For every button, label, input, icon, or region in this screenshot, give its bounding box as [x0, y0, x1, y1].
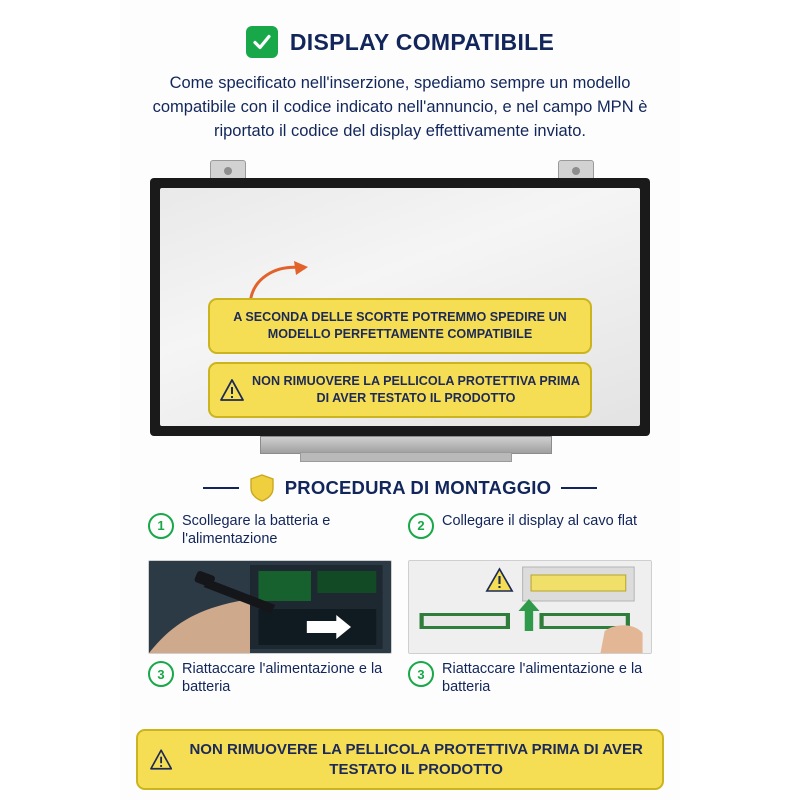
- step-text: Scollegare la batteria e l'alimentazione: [182, 512, 331, 547]
- green-check-icon: [246, 26, 278, 58]
- compatibility-notice-text: A SECONDA DELLE SCORTE POTREMMO SPEDIRE UN MODELLO PERFETTAMENTE COMPATIBILE: [233, 309, 567, 341]
- intro-text: Come specificato nell'inserzione, spediamo sempre un modello compatibile con il codice indicato nell'annuncio, e nel campo MPN è riportato il codice del display effettivamente inviato.: [152, 74, 648, 140]
- info-card: [120, 0, 680, 800]
- divider-left: [203, 487, 239, 489]
- step-number: 2: [408, 513, 434, 539]
- step-number: 3: [148, 661, 174, 687]
- step-1-photo: [148, 560, 392, 654]
- display-bezel: [150, 178, 650, 436]
- display-bottom-foot: [300, 452, 512, 462]
- step-text: Collegare il display al cavo flat: [442, 512, 638, 529]
- footer-warning-text: NON RIMUOVERE LA PELLICOLA PROTETTIVA PRIMA DI AVER TESTATO IL PRODOTTO: [189, 741, 643, 778]
- step-text: Riattaccare l'alimentazione e la batteria: [442, 661, 643, 696]
- step-number: 1: [148, 513, 174, 539]
- step-2-photo: [408, 560, 652, 654]
- film-warning-text: NON RIMUOVERE LA PELLICOLA PROTETTIVA PRIMA DI AVER TESTATO IL PRODOTTO: [252, 373, 580, 405]
- header: [120, 0, 680, 58]
- film-warning-box: [208, 362, 592, 418]
- compatibility-notice-box: [208, 298, 592, 354]
- display-screen: [160, 188, 640, 426]
- procedure-title: PROCEDURA DI MONTAGGIO: [284, 476, 552, 498]
- warning-triangle-icon: [150, 746, 172, 773]
- shield-icon: [249, 474, 275, 502]
- step-text: Riattaccare l'alimentazione e la batteria: [182, 661, 383, 696]
- procedure-steps: [148, 512, 652, 697]
- procedure-header: [120, 474, 680, 502]
- footer-warning-box: [136, 729, 664, 790]
- step-2: [408, 512, 652, 548]
- step-3: [148, 660, 392, 696]
- step-number: 3: [408, 661, 434, 687]
- step-1: [148, 512, 392, 548]
- display-illustration: [150, 160, 650, 460]
- step-4: [408, 660, 652, 696]
- warning-triangle-icon: [220, 379, 244, 401]
- page-title: DISPLAY COMPATIBILE: [289, 28, 555, 55]
- divider-right: [561, 487, 597, 489]
